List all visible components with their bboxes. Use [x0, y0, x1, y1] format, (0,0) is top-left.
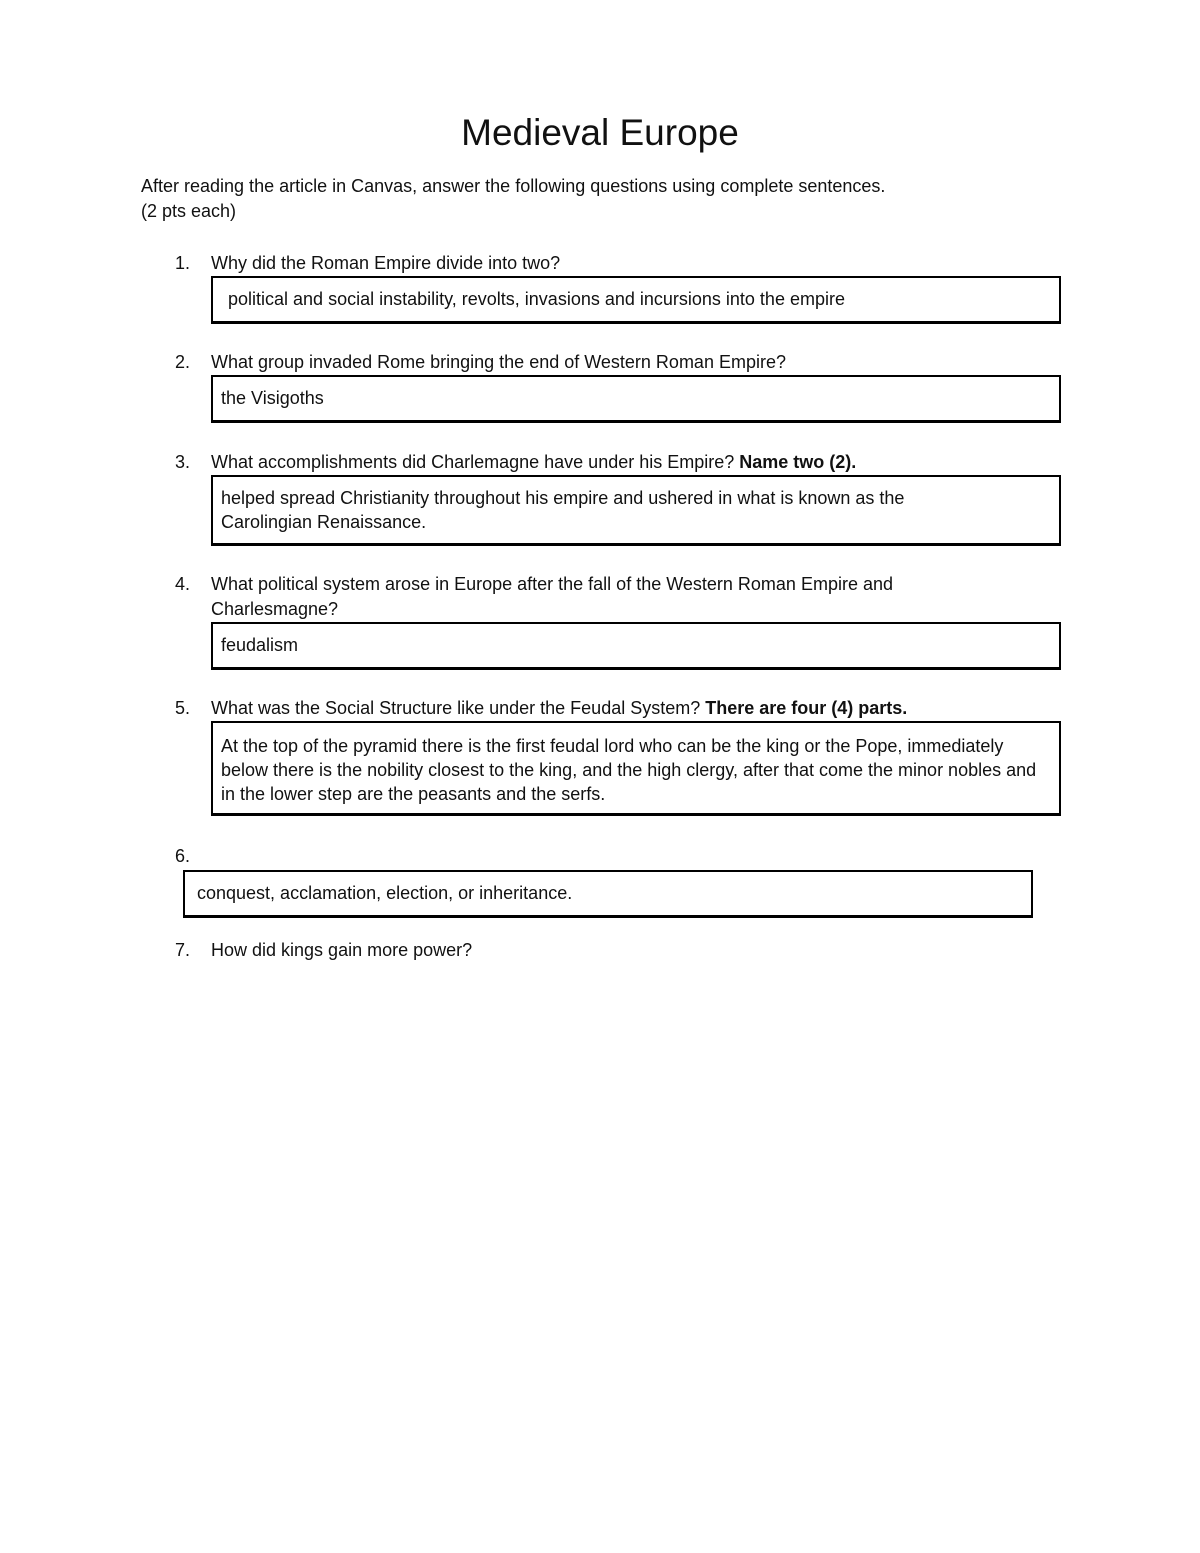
answer-box-6[interactable]: conquest, acclamation, election, or inheritance. — [183, 870, 1033, 918]
question-number: 1. — [175, 253, 191, 273]
answer-box-1[interactable]: political and social instability, revolts, invasions and incursions into the empire — [211, 276, 1061, 324]
answer-box-4[interactable]: feudalism — [211, 622, 1061, 670]
question-number: 7. — [175, 940, 191, 960]
question-text: What political system arose in Europe after the fall of the Western Roman Empire and Charlesmagne? — [211, 574, 893, 619]
instructions-text: After reading the article in Canvas, answer the following questions using complete sentences. — [141, 176, 886, 196]
answer-box-5[interactable]: At the top of the pyramid there is the first feudal lord who can be the king or the Pope, immediately below there is the nobility closest to the king, and the high clergy, after that come the minor nobles and in the lower step are the peasants and the serfs. — [211, 721, 1061, 816]
question-number: 6. — [175, 846, 191, 866]
question-text: How did kings gain more power? — [211, 940, 473, 960]
question-text: What group invaded Rome bringing the end of Western Roman Empire? — [211, 352, 786, 372]
question-number: 5. — [175, 698, 191, 718]
question-text: What accomplishments did Charlemagne have under his Empire? Name two (2). — [211, 452, 857, 472]
question-number: 3. — [175, 452, 191, 472]
answer-box-3[interactable]: helped spread Christianity throughout his empire and ushered in what is known as the Carolingian Renaissance. — [211, 475, 1061, 546]
question-text: Why did the Roman Empire divide into two? — [211, 253, 561, 273]
question-number: 2. — [175, 352, 191, 372]
document-title: Medieval Europe — [461, 112, 739, 153]
points-note: (2 pts each) — [141, 201, 237, 221]
question-number: 4. — [175, 574, 191, 594]
question-text: What was the Social Structure like under the Feudal System? There are four (4) parts. — [211, 698, 908, 718]
instructions — [141, 174, 1041, 224]
answer-box-2[interactable]: the Visigoths — [211, 375, 1061, 423]
